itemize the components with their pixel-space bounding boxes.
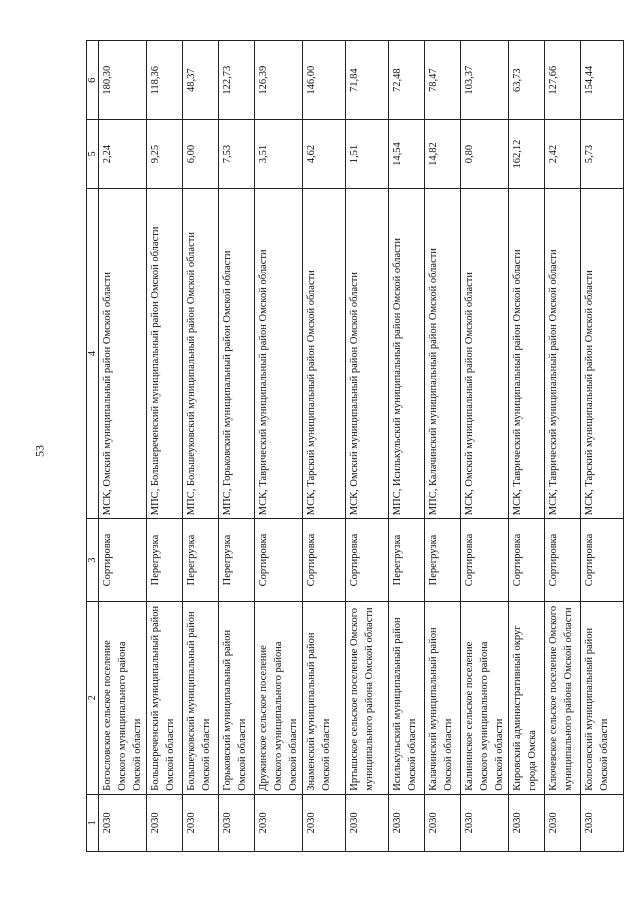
year-cell: 2030 [461,794,509,851]
header-col-1: 1 [87,794,99,851]
operation-cell: Перегрузка [183,519,219,602]
value-cell: 103,37 [461,41,509,120]
data-table [86,40,624,852]
year-cell: 2030 [425,794,461,851]
facility-cell: МПС, Большеуковский муниципальный район Омской области [183,188,219,519]
year-cell: 2030 [545,794,581,851]
facility-cell: МПС, Калачинский муниципальный район Омской области [425,188,461,519]
territory-cell: Большереченский муниципальный район Омской области [147,601,183,794]
table-row [461,41,509,852]
facility-cell: МСК, Омский муниципальный район Омской области [346,188,389,519]
operation-cell: Сортировка [545,519,581,602]
header-col-3: 3 [87,519,99,602]
year-cell: 2030 [581,794,624,851]
table-row [147,41,183,852]
facility-cell: МСК, Омский муниципальный район Омской области [99,188,147,519]
facility-cell: МСК, Таврический муниципальный район Омской области [509,188,545,519]
table-row [509,41,545,852]
operation-cell: Сортировка [99,519,147,602]
header-col-6: 6 [87,41,99,120]
operation-cell: Сортировка [509,519,545,602]
value-cell: 118,36 [147,41,183,120]
facility-cell: МПС, Горьковский муниципальный район Омской области [219,188,255,519]
territory-cell: Знаменский муниципальный район Омской области [303,601,346,794]
operation-cell: Перегрузка [389,519,425,602]
value-cell: 71,84 [346,41,389,120]
territory-cell: Калининское сельское поселение Омского муниципального района Омской области [461,601,509,794]
operation-cell: Перегрузка [219,519,255,602]
value-cell: 2,24 [99,120,147,188]
facility-cell: МПС, Исилькульский муниципальный район Омской области [389,188,425,519]
year-cell: 2030 [183,794,219,851]
header-col-4: 4 [87,188,99,519]
value-cell: 122,73 [219,41,255,120]
value-cell: 154,44 [581,41,624,120]
facility-cell: МПС, Большереченский муниципальный район Омской области [147,188,183,519]
table-row [581,41,624,852]
value-cell: 9,25 [147,120,183,188]
table-row [425,41,461,852]
value-cell: 5,73 [581,120,624,188]
territory-cell: Иртышское сельское поселение Омского муниципального района Омской области [346,601,389,794]
facility-cell: МСК, Таврический муниципальный район Омской области [545,188,581,519]
table-row [219,41,255,852]
value-cell: 2,42 [545,120,581,188]
value-cell: 127,66 [545,41,581,120]
year-cell: 2030 [219,794,255,851]
table-row [255,41,303,852]
territory-cell: Кировский административный округ города Омска [509,601,545,794]
territory-cell: Калачинский муниципальный район Омской области [425,601,461,794]
territory-cell: Ключевское сельское поселение Омского муниципального района Омской области [545,601,581,794]
value-cell: 14,54 [389,120,425,188]
territory-cell: Исилькульский муниципальный район Омской области [389,601,425,794]
header-col-5: 5 [87,120,99,188]
facility-cell: МСК, Омский муниципальный район Омской области [461,188,509,519]
operation-cell: Сортировка [346,519,389,602]
header-col-2: 2 [87,601,99,794]
table-row [99,41,147,852]
table-row [303,41,346,852]
year-cell: 2030 [346,794,389,851]
value-cell: 162,12 [509,120,545,188]
operation-cell: Сортировка [255,519,303,602]
facility-cell: МСК, Тарский муниципальный район Омской области [581,188,624,519]
year-cell: 2030 [147,794,183,851]
value-cell: 126,39 [255,41,303,120]
territory-cell: Богословское сельское поселение Омского муниципального района Омской области [99,601,147,794]
year-cell: 2030 [255,794,303,851]
value-cell: 63,73 [509,41,545,120]
facility-cell: МСК, Таврический муниципальный район Омской области [255,188,303,519]
value-cell: 180,30 [99,41,147,120]
table-row [545,41,581,852]
table-row [346,41,389,852]
page-number: 53 [32,445,47,457]
value-cell: 14,82 [425,120,461,188]
value-cell: 48,37 [183,41,219,120]
table-row [183,41,219,852]
facility-cell: МСК, Тарский муниципальный район Омской области [303,188,346,519]
operation-cell: Перегрузка [425,519,461,602]
operation-cell: Сортировка [303,519,346,602]
table-row [389,41,425,852]
value-cell: 4,62 [303,120,346,188]
territory-cell: Большеуковский муниципальный район Омской области [183,601,219,794]
value-cell: 7,53 [219,120,255,188]
table-body [99,41,624,852]
year-cell: 2030 [303,794,346,851]
value-cell: 72,48 [389,41,425,120]
year-cell: 2030 [99,794,147,851]
table-header-row [87,41,99,852]
year-cell: 2030 [509,794,545,851]
value-cell: 78,47 [425,41,461,120]
rotated-table-wrapper [86,40,610,852]
territory-cell: Колосовский муниципальный район Омской области [581,601,624,794]
value-cell: 146,00 [303,41,346,120]
operation-cell: Сортировка [581,519,624,602]
year-cell: 2030 [389,794,425,851]
value-cell: 3,51 [255,120,303,188]
value-cell: 0,80 [461,120,509,188]
territory-cell: Дружинское сельское поселение Омского муниципального района Омской области [255,601,303,794]
operation-cell: Сортировка [461,519,509,602]
value-cell: 1,51 [346,120,389,188]
territory-cell: Горьковский муниципальный район Омской области [219,601,255,794]
operation-cell: Перегрузка [147,519,183,602]
value-cell: 6,00 [183,120,219,188]
